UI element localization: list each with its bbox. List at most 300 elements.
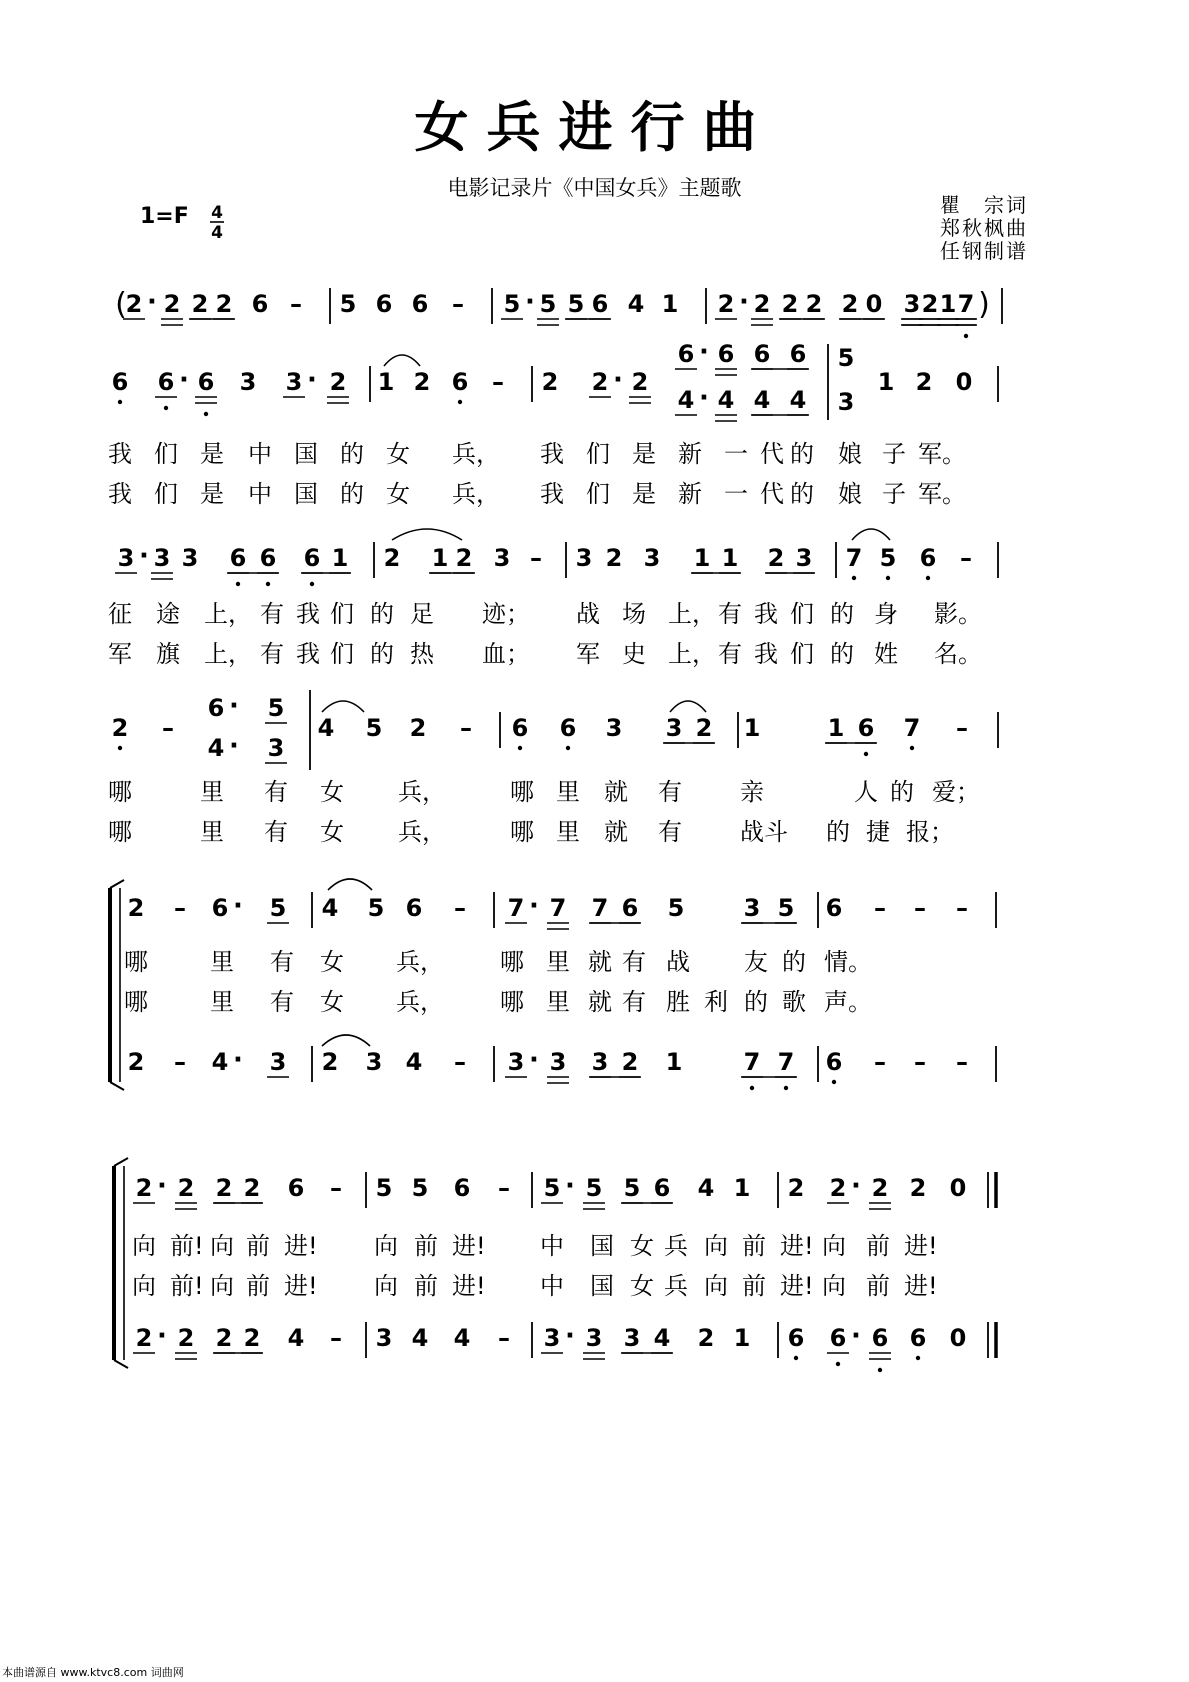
lyric-syllable: 国 <box>294 440 318 468</box>
note: 6 <box>621 894 639 922</box>
system-bracket <box>110 880 124 888</box>
augmentation-dot: · <box>699 383 709 413</box>
note: 2 <box>163 290 181 318</box>
lyric-syllable: 前 <box>414 1272 438 1300</box>
lyric-syllable: 前 <box>414 1232 438 1260</box>
lyric-syllable: 有 <box>622 948 646 976</box>
lyric-syllable: 战 <box>576 600 600 628</box>
note: 4 <box>697 1174 715 1202</box>
note: 5 <box>411 1174 429 1202</box>
note: 6 <box>157 368 175 396</box>
note: 2 <box>135 1174 153 1202</box>
lyric-syllable: 进! <box>780 1272 814 1300</box>
song-subtitle: 电影记录片《中国女兵》主题歌 <box>447 176 742 200</box>
note: 3 <box>117 544 135 572</box>
note: 4 <box>677 386 695 414</box>
lyric-syllable: 兵， <box>398 778 446 806</box>
dash: – <box>960 544 972 572</box>
augmentation-dot: · <box>613 365 623 395</box>
tie-arc <box>852 529 890 540</box>
dash: – <box>530 544 542 572</box>
note: 6 <box>511 714 529 742</box>
note: 7 <box>743 1048 761 1076</box>
note: 5 <box>365 714 383 742</box>
note: 3 <box>507 1048 525 1076</box>
lyric-syllable: 女 <box>630 1272 654 1300</box>
lyric-syllable: 里 <box>200 818 224 846</box>
note: 3 <box>267 734 285 762</box>
note: 2 <box>243 1174 261 1202</box>
augmentation-dot: · <box>229 731 239 761</box>
augmentation-dot: · <box>307 365 317 395</box>
lyric-syllable: 们 <box>790 600 814 628</box>
note: 0 <box>865 290 883 318</box>
note: 6 <box>717 340 735 368</box>
lyric-syllable: 有 <box>260 600 284 628</box>
lyric-syllable: 的 <box>340 440 364 468</box>
octave-dot <box>518 746 522 750</box>
dash: – <box>874 894 886 922</box>
octave-dot <box>784 1086 788 1090</box>
lyric-syllable: 歌 <box>782 988 806 1016</box>
lyric-syllable: 向 <box>374 1232 398 1260</box>
lyric-syllable: 女 <box>320 948 344 976</box>
lyric-syllable: 名。 <box>934 640 982 668</box>
lyric-syllable: 有 <box>622 988 646 1016</box>
octave-dot <box>118 400 122 404</box>
note: 3 <box>375 1324 393 1352</box>
note: 6 <box>211 894 229 922</box>
note: 7 <box>591 894 609 922</box>
lyric-syllable: 征 <box>108 600 132 628</box>
lyric-syllable: 的 <box>744 988 768 1016</box>
lyricist-credit: 瞿 宗词 <box>940 193 1028 217</box>
lyric-syllable: 哪 <box>108 778 132 806</box>
lyric-syllable: 前 <box>742 1272 766 1300</box>
lyric-syllable: 们 <box>330 640 354 668</box>
lyric-syllable: 向 <box>822 1272 846 1300</box>
lyric-syllable: 国 <box>590 1272 614 1300</box>
lyric-syllable: 里 <box>546 948 570 976</box>
note: 7 <box>957 290 975 318</box>
lyric-syllable: 女 <box>320 988 344 1016</box>
dash: – <box>174 894 186 922</box>
augmentation-dot: · <box>529 1045 539 1075</box>
lyric-syllable: 们 <box>154 440 178 468</box>
note: 6 <box>111 368 129 396</box>
dash: – <box>290 290 302 318</box>
lyric-syllable: 的 <box>790 440 814 468</box>
note: 3 <box>365 1048 383 1076</box>
lyric-syllable: 战斗 <box>740 818 788 846</box>
lyric-syllable: 有 <box>260 640 284 668</box>
note: 2 <box>781 290 799 318</box>
lyric-syllable: 中 <box>248 480 272 508</box>
augmentation-dot: · <box>525 287 535 317</box>
note: 6 <box>411 290 429 318</box>
lyric-syllable: 娘 <box>838 480 862 508</box>
time-signature <box>210 203 224 243</box>
note: 0 <box>949 1324 967 1352</box>
lyric-syllable: 有 <box>270 948 294 976</box>
tie-arc <box>322 1035 370 1046</box>
lyric-syllable: 们 <box>330 600 354 628</box>
note: 1 <box>733 1174 751 1202</box>
note: 3 <box>549 1048 567 1076</box>
octave-dot <box>750 1086 754 1090</box>
note: 2 <box>177 1174 195 1202</box>
note: 4 <box>287 1324 305 1352</box>
note: 2 <box>921 290 939 318</box>
system-bracket <box>110 1082 124 1090</box>
lyric-syllable: 的 <box>790 480 814 508</box>
note: 6 <box>287 1174 305 1202</box>
note: 7 <box>903 714 921 742</box>
note: 3 <box>239 368 257 396</box>
note: 6 <box>259 544 277 572</box>
note: 5 <box>367 894 385 922</box>
octave-dot <box>926 576 930 580</box>
note: 2 <box>215 1174 233 1202</box>
dash: – <box>452 290 464 318</box>
dash: – <box>914 894 926 922</box>
lyric-syllable: 女 <box>320 818 344 846</box>
note: 2 <box>125 290 143 318</box>
note: 7 <box>549 894 567 922</box>
lyric-syllable: 中 <box>540 1272 564 1300</box>
note: 1 <box>665 1048 683 1076</box>
note: 5 <box>269 894 287 922</box>
note: 4 <box>753 386 771 414</box>
note: 4 <box>317 714 335 742</box>
note: 6 <box>789 340 807 368</box>
augmentation-dot: · <box>233 1045 243 1075</box>
augmentation-dot: · <box>851 1321 861 1351</box>
lyric-syllable: 上， <box>668 640 716 668</box>
lyric-syllable: 进! <box>904 1232 938 1260</box>
lyric-syllable: 们 <box>154 480 178 508</box>
note: 3 <box>743 894 761 922</box>
lyric-syllable: 我 <box>754 600 778 628</box>
augmentation-dot: · <box>233 891 243 921</box>
song-title: 女兵进行曲 <box>414 95 775 159</box>
note: 3 <box>795 544 813 572</box>
lyric-syllable: 军。 <box>918 440 966 468</box>
lyric-syllable: 血； <box>482 640 530 668</box>
system-bracket <box>114 1158 128 1166</box>
note: 5 <box>543 1174 561 1202</box>
lyric-syllable: 娘 <box>838 440 862 468</box>
note: 6 <box>405 894 423 922</box>
lyric-syllable: 的 <box>890 778 914 806</box>
note: 2 <box>829 1174 847 1202</box>
lyric-syllable: 有 <box>718 600 742 628</box>
note: 5 <box>879 544 897 572</box>
lyric-syllable: 战 <box>666 948 690 976</box>
lyric-syllable: 姓 <box>874 640 898 668</box>
note: 4 <box>717 386 735 414</box>
lyric-syllable: 中 <box>248 440 272 468</box>
lyric-syllable: 上， <box>204 640 252 668</box>
note: 2 <box>383 544 401 572</box>
note: 2 <box>621 1048 639 1076</box>
dash: – <box>874 1048 886 1076</box>
note: 2 <box>695 714 713 742</box>
augmentation-dot: · <box>699 337 709 367</box>
augmentation-dot: · <box>157 1321 167 1351</box>
lyric-syllable: 里 <box>546 988 570 1016</box>
octave-dot <box>916 1356 920 1360</box>
time-sig-numerator: 4 <box>211 203 223 223</box>
lyric-syllable: 进! <box>780 1232 814 1260</box>
note: 1 <box>743 714 761 742</box>
dash: – <box>330 1324 342 1352</box>
octave-dot <box>266 582 270 586</box>
augmentation-dot: · <box>229 691 239 721</box>
octave-dot <box>236 582 240 586</box>
dash: – <box>330 1174 342 1202</box>
octave-dot <box>864 752 868 756</box>
octave-dot <box>794 1356 798 1360</box>
lyric-syllable: 军。 <box>918 480 966 508</box>
lyric-syllable: 人 <box>854 778 878 806</box>
note: 6 <box>207 694 225 722</box>
lyric-syllable: 就 <box>588 948 612 976</box>
note: 2 <box>717 290 735 318</box>
lyric-syllable: 是 <box>200 440 224 468</box>
lyric-syllable: 我 <box>296 600 320 628</box>
note: 5 <box>623 1174 641 1202</box>
lyric-syllable: 的 <box>340 480 364 508</box>
lyric-syllable: 爱； <box>932 778 980 806</box>
note: 2 <box>871 1174 889 1202</box>
note: 1 <box>733 1324 751 1352</box>
lyric-syllable: 进! <box>284 1272 318 1300</box>
tie-arc <box>328 879 372 890</box>
lyric-syllable: 向 <box>704 1272 728 1300</box>
lyric-syllable: 进! <box>452 1232 486 1260</box>
lyric-syllable: 女 <box>320 778 344 806</box>
lyric-syllable: 哪 <box>124 988 148 1016</box>
lyric-syllable: 兵， <box>452 440 500 468</box>
lyric-syllable: 有 <box>658 818 682 846</box>
note: 1 <box>693 544 711 572</box>
dash: – <box>454 1048 466 1076</box>
lyric-syllable: 就 <box>604 818 628 846</box>
tie-arc <box>392 529 462 540</box>
note: 6 <box>197 368 215 396</box>
note: 2 <box>767 544 785 572</box>
lyric-syllable: 向 <box>210 1272 234 1300</box>
lyric-syllable: 代 <box>760 440 784 468</box>
lyric-syllable: 里 <box>210 948 234 976</box>
dash: – <box>956 714 968 742</box>
dash: – <box>498 1324 510 1352</box>
note: 6 <box>653 1174 671 1202</box>
note: 1 <box>331 544 349 572</box>
note: 2 <box>631 368 649 396</box>
note: 6 <box>825 894 843 922</box>
lyric-syllable: 向 <box>132 1272 156 1300</box>
lyric-syllable: 前 <box>246 1272 270 1300</box>
lyric-syllable: 我 <box>540 440 564 468</box>
note: 2 <box>841 290 859 318</box>
note: 2 <box>909 1174 927 1202</box>
lyric-syllable: 是 <box>632 480 656 508</box>
octave-dot <box>566 746 570 750</box>
lyric-syllable: 上， <box>668 600 716 628</box>
tie-arc <box>322 701 364 712</box>
dash: – <box>956 894 968 922</box>
note: 2 <box>915 368 933 396</box>
composer-credit: 郑秋枫曲 <box>940 216 1028 240</box>
note: 6 <box>559 714 577 742</box>
lyric-syllable: 里 <box>556 818 580 846</box>
lyric-syllable: 我 <box>296 640 320 668</box>
lyric-syllable: 们 <box>790 640 814 668</box>
lyric-syllable: 向 <box>374 1272 398 1300</box>
lyric-syllable: 军 <box>576 640 600 668</box>
lyric-syllable: 向 <box>704 1232 728 1260</box>
lyric-syllable: 一 <box>724 440 748 468</box>
note: 5 <box>567 290 585 318</box>
note: 1 <box>431 544 449 572</box>
note: 6 <box>375 290 393 318</box>
lyric-syllable: 向 <box>822 1232 846 1260</box>
lyric-syllable: 有 <box>264 778 288 806</box>
dash: – <box>162 714 174 742</box>
note: 3 <box>153 544 171 572</box>
lyric-syllable: 中 <box>540 1232 564 1260</box>
lyric-syllable: 热 <box>410 640 434 668</box>
lyric-syllable: 前 <box>866 1272 890 1300</box>
note: 5 <box>777 894 795 922</box>
lyric-syllable: 捷 <box>866 818 890 846</box>
note: 5 <box>267 694 285 722</box>
note: 6 <box>753 340 771 368</box>
lyric-syllable: 向 <box>210 1232 234 1260</box>
octave-dot <box>878 1368 882 1372</box>
transcriber-credit: 任钢制谱 <box>940 239 1028 263</box>
note: 6 <box>825 1048 843 1076</box>
note: 3 <box>665 714 683 742</box>
lyric-syllable: 国 <box>590 1232 614 1260</box>
note: 5 <box>375 1174 393 1202</box>
lyric-syllable: 途 <box>156 600 180 628</box>
note: 4 <box>627 290 645 318</box>
lyric-syllable: 的 <box>830 600 854 628</box>
note: 5 <box>339 290 357 318</box>
octave-dot <box>118 746 122 750</box>
lyric-syllable: 一 <box>724 480 748 508</box>
lyric-syllable: 就 <box>588 988 612 1016</box>
lyric-syllable: 哪 <box>500 988 524 1016</box>
lyric-syllable: 哪 <box>510 778 534 806</box>
lyric-syllable: 我 <box>108 480 132 508</box>
lyric-syllable: 上， <box>204 600 252 628</box>
lyric-syllable: 有 <box>270 988 294 1016</box>
note: 5 <box>585 1174 603 1202</box>
note: 2 <box>329 368 347 396</box>
note: 1 <box>721 544 739 572</box>
augmentation-dot: · <box>139 541 149 571</box>
lyric-syllable: 就 <box>604 778 628 806</box>
tie-arc <box>670 701 706 712</box>
note: 2 <box>591 368 609 396</box>
lyric-syllable: 的 <box>370 600 394 628</box>
note: 2 <box>127 894 145 922</box>
octave-dot <box>832 1080 836 1084</box>
paren-open: ( <box>115 287 127 322</box>
lyric-syllable: 进! <box>904 1272 938 1300</box>
lyric-syllable: 有 <box>718 640 742 668</box>
lyric-syllable: 前 <box>246 1232 270 1260</box>
augmentation-dot: · <box>739 287 749 317</box>
note: 4 <box>453 1324 471 1352</box>
dash: – <box>454 894 466 922</box>
augmentation-dot: · <box>179 365 189 395</box>
note: 4 <box>405 1048 423 1076</box>
lyric-syllable: 的 <box>826 818 850 846</box>
note: 7 <box>845 544 863 572</box>
lyric-syllable: 里 <box>556 778 580 806</box>
note: 1 <box>877 368 895 396</box>
lyric-syllable: 哪 <box>500 948 524 976</box>
octave-dot <box>204 412 208 416</box>
note: 2 <box>753 290 771 318</box>
lyric-syllable: 友 <box>744 948 768 976</box>
lyric-syllable: 足 <box>410 600 434 628</box>
note: 2 <box>321 1048 339 1076</box>
octave-dot <box>852 576 856 580</box>
lyric-syllable: 国 <box>294 480 318 508</box>
note: 4 <box>653 1324 671 1352</box>
note: 6 <box>591 290 609 318</box>
note: 6 <box>453 1174 471 1202</box>
dash: – <box>956 1048 968 1076</box>
lyric-syllable: 情。 <box>824 948 872 976</box>
note: 3 <box>181 544 199 572</box>
dash: – <box>492 368 504 396</box>
octave-dot <box>886 576 890 580</box>
lyric-syllable: 向 <box>132 1232 156 1260</box>
note: 6 <box>787 1324 805 1352</box>
note: 3 <box>591 1048 609 1076</box>
octave-dot <box>910 746 914 750</box>
note: 6 <box>251 290 269 318</box>
note: 3 <box>585 1324 603 1352</box>
lyric-syllable: 胜 <box>666 988 690 1016</box>
lyric-syllable: 新 <box>678 440 702 468</box>
lyric-syllable: 是 <box>632 440 656 468</box>
augmentation-dot: · <box>157 1171 167 1201</box>
note: 2 <box>215 290 233 318</box>
dash: – <box>914 1048 926 1076</box>
lyric-syllable: 前 <box>866 1232 890 1260</box>
octave-dot <box>836 1362 840 1366</box>
lyric-syllable: 们 <box>586 480 610 508</box>
note: 2 <box>805 290 823 318</box>
source-footer: 本曲谱源自 www.ktvc8.com 词曲网 <box>2 1666 184 1679</box>
lyric-syllable: 代 <box>760 480 784 508</box>
octave-dot <box>458 400 462 404</box>
note: 6 <box>857 714 875 742</box>
note: 3 <box>605 714 623 742</box>
lyric-syllable: 子 <box>882 480 906 508</box>
note: 2 <box>177 1324 195 1352</box>
note: 6 <box>303 544 321 572</box>
note: 6 <box>829 1324 847 1352</box>
